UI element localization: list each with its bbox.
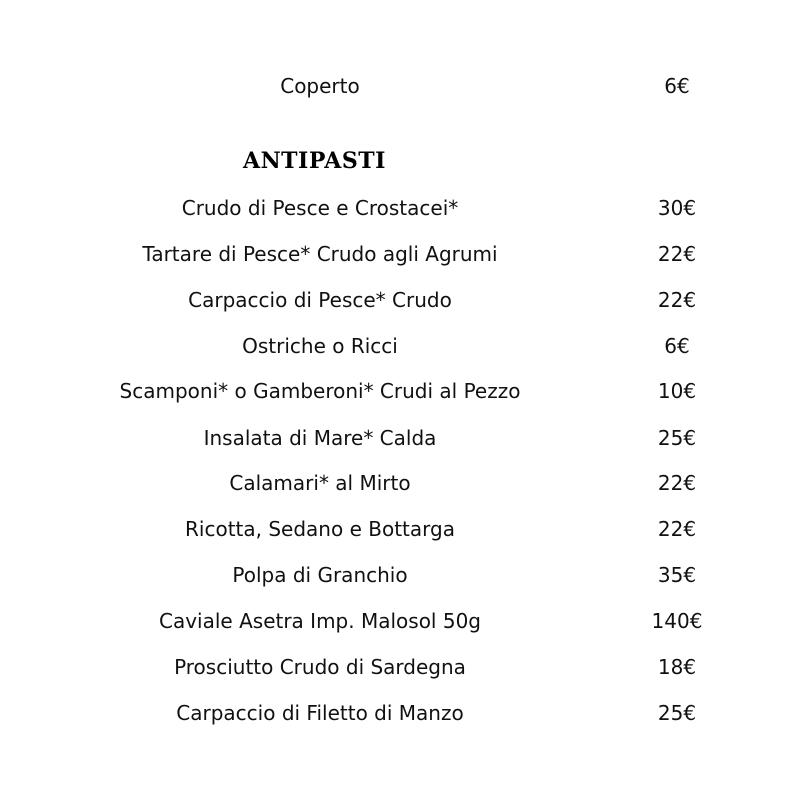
menu-item-name: Prosciutto Crudo di Sardegna <box>174 655 466 679</box>
menu-item-price: 22€ <box>657 242 697 266</box>
menu-item-price: 22€ <box>657 288 697 312</box>
menu-item-price: 22€ <box>657 471 697 495</box>
menu-item-name: Ostriche o Ricci <box>242 334 398 358</box>
menu-item-name: Crudo di Pesce e Crostacei* <box>181 196 459 220</box>
menu-item-row <box>0 423 800 453</box>
menu-item-price: 6€ <box>664 334 690 358</box>
menu-item-row <box>0 468 800 498</box>
menu-item-row <box>0 239 800 269</box>
menu-item-price: 25€ <box>657 426 697 450</box>
menu-item-name: Insalata di Mare* Calda <box>203 426 437 450</box>
menu-item-price: 18€ <box>657 655 697 679</box>
menu-item-row <box>0 560 800 590</box>
menu-item-row <box>0 606 800 636</box>
menu-item-row <box>0 698 800 728</box>
menu-item-name: Carpaccio di Pesce* Crudo <box>188 288 452 312</box>
menu-item-price: 35€ <box>657 563 697 587</box>
menu-item-name: Scamponi* o Gamberoni* Crudi al Pezzo <box>119 379 521 403</box>
menu-item-name: Carpaccio di Filetto di Manzo <box>176 701 464 725</box>
menu-item-name: Ricotta, Sedano e Bottarga <box>185 517 455 541</box>
menu-item-row <box>0 376 800 406</box>
menu-item-row <box>0 652 800 682</box>
menu-item-name: Tartare di Pesce* Crudo agli Agrumi <box>142 242 498 266</box>
cover-charge-label: Coperto <box>280 74 360 98</box>
section-title-antipasti: ANTIPASTI <box>243 148 386 174</box>
menu-item-price: 140€ <box>651 609 703 633</box>
menu-item-price: 25€ <box>657 701 697 725</box>
menu-item-row <box>0 285 800 315</box>
menu-item-price: 30€ <box>657 196 697 220</box>
menu-item-name: Calamari* al Mirto <box>229 471 411 495</box>
cover-charge-row <box>0 71 800 101</box>
cover-charge-price: 6€ <box>664 74 690 98</box>
menu-item-row <box>0 331 800 361</box>
menu-item-row <box>0 514 800 544</box>
menu-item-row <box>0 193 800 223</box>
menu-item-price: 22€ <box>657 517 697 541</box>
menu-item-name: Polpa di Granchio <box>232 563 408 587</box>
menu-item-price: 10€ <box>657 379 697 403</box>
menu-item-name: Caviale Asetra Imp. Malosol 50g <box>159 609 481 633</box>
